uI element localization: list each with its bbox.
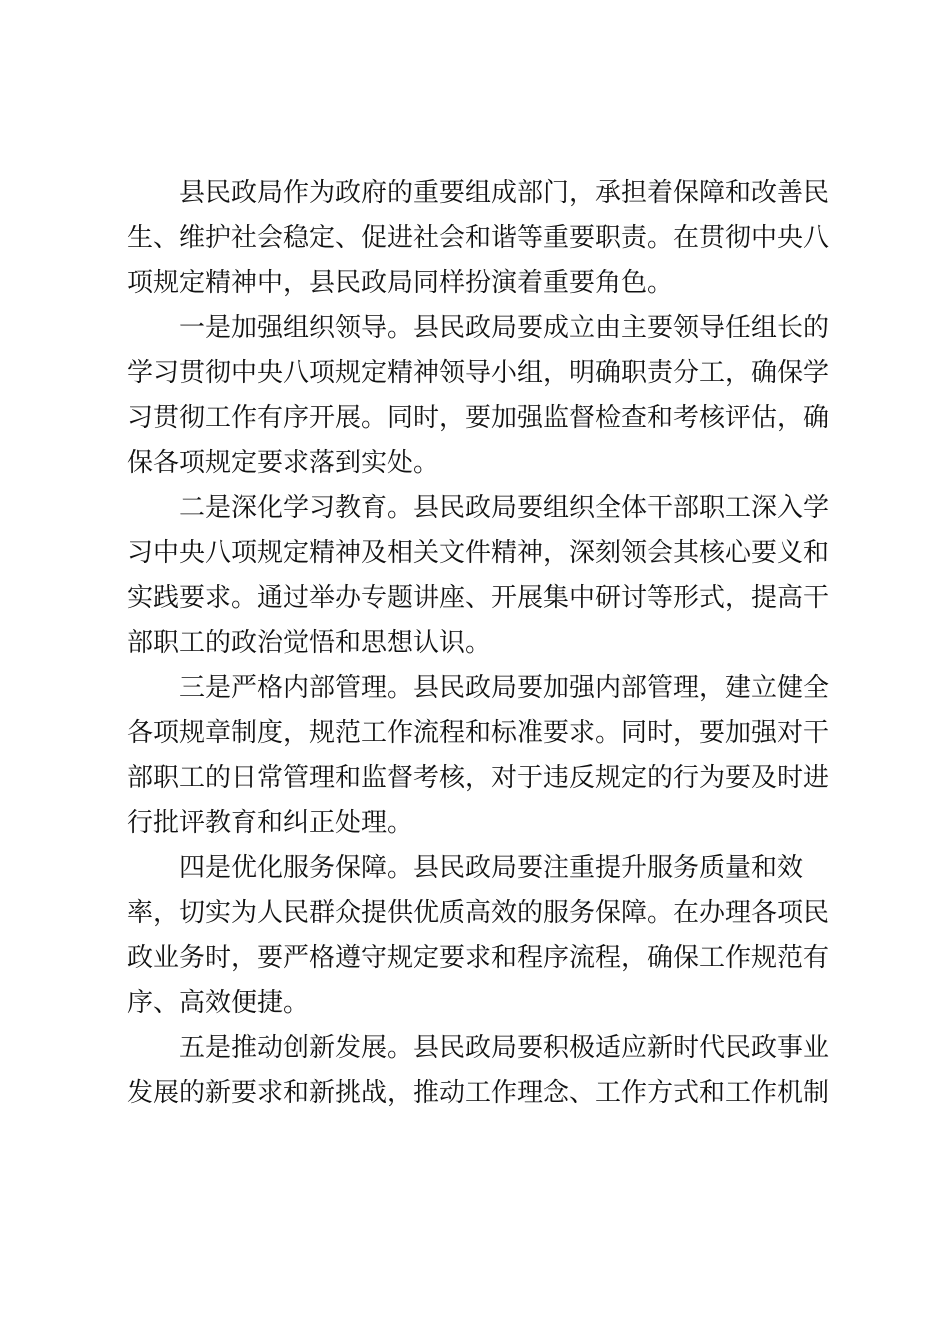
- text-line: 部职工的日常管理和监督考核，对于违反规定的行为要及时进: [127, 763, 830, 793]
- text-line: 序、高效便捷。: [127, 988, 310, 1018]
- paragraph-point-1: [127, 306, 830, 486]
- text-line: 政业务时，要严格遵守规定要求和程序流程，确保工作规范有: [127, 943, 830, 973]
- paragraph-point-2: [127, 486, 830, 666]
- text-line: 一是加强组织领导。县民政局要成立由主要领导任组长的: [179, 313, 830, 343]
- text-line: 部职工的政治觉悟和思想认识。: [127, 628, 492, 658]
- paragraph-point-5: [127, 1026, 830, 1116]
- text-line: 五是推动创新发展。县民政局要积极适应新时代民政事业: [179, 1033, 830, 1063]
- text-line: 四是优化服务保障。县民政局要注重提升服务质量和效: [179, 853, 804, 883]
- text-line: 发展的新要求和新挑战，推动工作理念、工作方式和工作机制: [127, 1078, 830, 1108]
- paragraph-point-4: [127, 846, 830, 1026]
- text-line: 二是深化学习教育。县民政局要组织全体干部职工深入学: [179, 493, 830, 523]
- text-line: 习中央八项规定精神及相关文件精神，深刻领会其核心要义和: [127, 538, 830, 568]
- text-line: 学习贯彻中央八项规定精神领导小组，明确职责分工，确保学: [127, 358, 830, 388]
- text-line: 各项规章制度，规范工作流程和标准要求。同时，要加强对干: [127, 718, 830, 748]
- text-line: 行批评教育和纠正处理。: [127, 808, 414, 838]
- paragraph-point-3: [127, 666, 830, 846]
- text-line: 率，切实为人民群众提供优质高效的服务保障。在办理各项民: [127, 898, 830, 928]
- body-text: [127, 171, 830, 1116]
- text-line: 县民政局作为政府的重要组成部门，承担着保障和改善民: [179, 178, 830, 208]
- text-line: 项规定精神中，县民政局同样扮演着重要角色。: [127, 268, 674, 298]
- text-line: 习贯彻工作有序开展。同时，要加强监督检查和考核评估，确: [127, 403, 830, 433]
- text-line: 三是严格内部管理。县民政局要加强内部管理，建立健全: [179, 673, 830, 703]
- text-line: 保各项规定要求落到实处。: [127, 448, 440, 478]
- paragraph-intro: [127, 171, 830, 306]
- text-line: 生、维护社会稳定、促进社会和谐等重要职责。在贯彻中央八: [127, 223, 830, 253]
- text-line: 实践要求。通过举办专题讲座、开展集中研讨等形式，提高干: [127, 583, 830, 613]
